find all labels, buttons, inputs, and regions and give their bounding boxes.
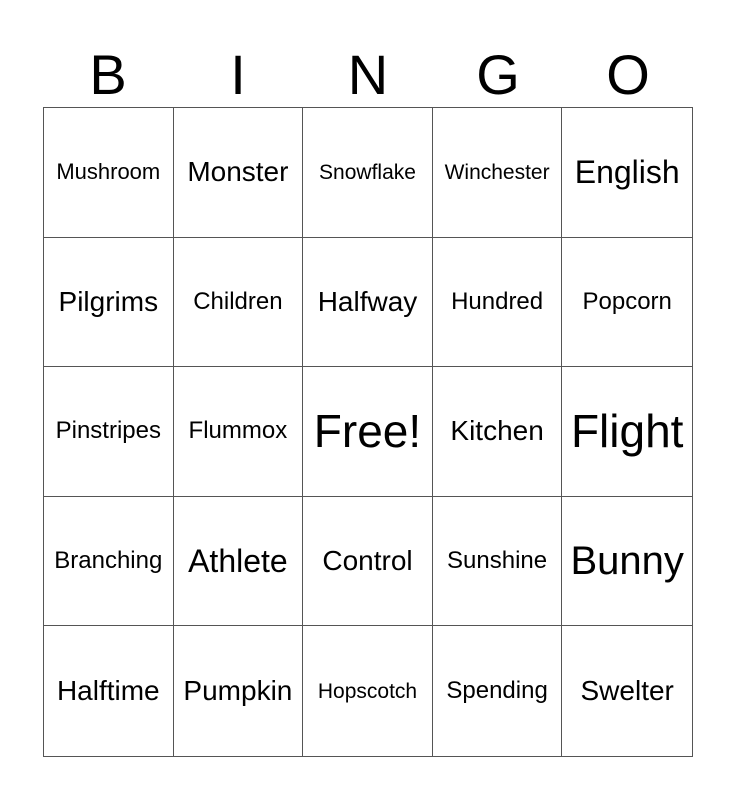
bingo-cell[interactable]: Hopscotch xyxy=(303,626,433,756)
bingo-cell[interactable]: Control xyxy=(303,497,433,627)
bingo-cell[interactable]: Spending xyxy=(433,626,563,756)
bingo-cell[interactable]: Branching xyxy=(44,497,174,627)
bingo-cell[interactable]: Winchester xyxy=(433,108,563,238)
bingo-cell[interactable]: English xyxy=(562,108,692,238)
bingo-cell[interactable]: Popcorn xyxy=(562,238,692,368)
bingo-cell[interactable]: Mushroom xyxy=(44,108,174,238)
bingo-cell[interactable]: Flight xyxy=(562,367,692,497)
header-letter-b: B xyxy=(89,43,127,106)
bingo-header xyxy=(43,44,693,106)
header-letter-o: O xyxy=(606,43,650,106)
bingo-cell[interactable]: Pinstripes xyxy=(44,367,174,497)
bingo-board xyxy=(43,107,693,757)
header-letter-n: N xyxy=(347,43,389,106)
bingo-cell[interactable]: Monster xyxy=(174,108,304,238)
bingo-cell[interactable]: Bunny xyxy=(562,497,692,627)
header-letter-i: I xyxy=(230,43,246,106)
bingo-cell[interactable]: Swelter xyxy=(580,675,674,707)
bingo-cell[interactable]: Pilgrims xyxy=(44,238,174,368)
bingo-cell[interactable]: Halfway xyxy=(303,238,433,368)
bingo-cell[interactable]: Athlete xyxy=(174,497,304,627)
bingo-cell[interactable]: Snowflake xyxy=(303,108,433,238)
free-space[interactable]: Free! xyxy=(303,367,433,497)
bingo-cell[interactable]: Flummox xyxy=(174,367,304,497)
bingo-cell[interactable]: Sunshine xyxy=(433,497,563,627)
header-letter-g: G xyxy=(476,43,520,106)
bingo-cell[interactable]: Kitchen xyxy=(433,367,563,497)
bingo-cell[interactable]: Hundred xyxy=(433,238,563,368)
bingo-cell[interactable]: Pumpkin xyxy=(174,626,304,756)
bingo-cell[interactable]: Halftime xyxy=(44,626,174,756)
bingo-cell[interactable]: Children xyxy=(174,238,304,368)
